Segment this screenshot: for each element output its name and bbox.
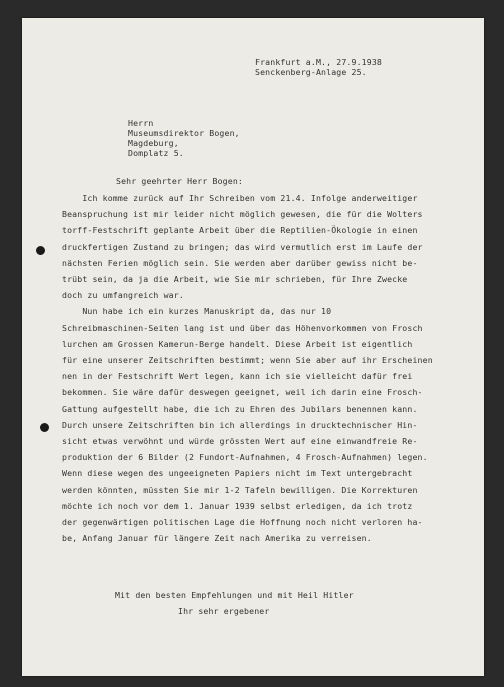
body-line: möchte ich noch vor dem 1. Januar 1939 selbst erledigen, da ich trotz [62, 500, 413, 511]
body-line: Durch unsere Zeitschriften bin ich allerdings in drucktechnischer Hin- [62, 419, 418, 430]
recipient-address [128, 118, 240, 158]
closing-line: Mit den besten Empfehlungen und mit Heil Hitler [115, 590, 354, 600]
recipient-line: Museumsdirektor Bogen, [128, 128, 240, 138]
body-line: Nun habe ich ein kurzes Manuskript da, das nur 10 [62, 306, 332, 317]
body-line: Beanspruchung ist mir leider nicht möglich gewesen, die für die Wolters [62, 209, 423, 220]
punch-hole [40, 423, 49, 432]
body-line: Schreibmaschinen-Seiten lang ist und über das Höhenvorkommen von Frosch [62, 322, 423, 333]
closing-signoff: Ihr sehr ergebener [178, 606, 270, 616]
body-line: Gattung aufgestellt habe, die ich zu Ehren des Jubilars benennen kann. [62, 403, 418, 414]
place-date: Frankfurt a.M., 27.9.1938 [255, 57, 382, 67]
body-line: werden könnten, müssten Sie mir 1-2 Tafeln bewilligen. Die Korrekturen [62, 484, 418, 495]
recipient-line: Domplatz 5. [128, 148, 184, 158]
recipient-line: Herrn [128, 118, 154, 128]
body-line: lurchen am Grossen Kamerun-Berge handelt. Diese Arbeit ist eigentlich [62, 338, 413, 349]
body-line: trübt sein, da ja die Arbeit, wie Sie mir schrieben, für Ihre Zwecke [62, 274, 408, 285]
salutation: Sehr geehrter Herr Bogen: [116, 176, 243, 186]
body-line: Wenn diese wegen des ungeeigneten Papiers nicht im Text untergebracht [62, 468, 413, 479]
body-line: Ich komme zurück auf Ihr Schreiben vom 21.4. Infolge anderweitiger [62, 193, 418, 203]
body-line: druckfertigen Zustand zu bringen; das wird vermutlich erst im Laufe der [62, 241, 423, 252]
body-line: be, Anfang Januar für längere Zeit nach Amerika zu verreisen. [62, 533, 372, 544]
body-line: nen in der Festschrift Wert legen, kann ich sie vielleicht dafür frei [62, 371, 413, 382]
body-line: für eine unserer Zeitschriften bestimmt; wenn Sie aber auf ihr Erscheinen [62, 355, 433, 366]
body-line: nächsten Ferien möglich sein. Sie werden aber darüber gewiss nicht be- [62, 257, 418, 268]
sender-block [255, 57, 382, 77]
punch-hole [36, 246, 45, 255]
sender-address: Senckenberg-Anlage 25. [255, 67, 367, 77]
body-line: bekommen. Sie wäre dafür deswegen geeignet, weil ich darin eine Frosch- [62, 387, 423, 398]
body-line: torff-Festschrift geplante Arbeit über die Reptilien-Ökologie in einen [62, 225, 418, 236]
body-line: produktion der 6 Bilder (2 Fundort-Aufnahmen, 4 Frosch-Aufnahmen) legen. [62, 452, 428, 463]
body-line: der gegenwärtigen politischen Lage die Hoffnung noch nicht verloren ha- [62, 517, 423, 528]
recipient-line: Magdeburg, [128, 138, 179, 148]
body-line: sicht etwas verwöhnt und würde grössten Wert auf eine einwandfreie Re- [62, 436, 418, 447]
body-line: doch zu umfangreich war. [62, 290, 184, 301]
letter-body [62, 190, 433, 546]
